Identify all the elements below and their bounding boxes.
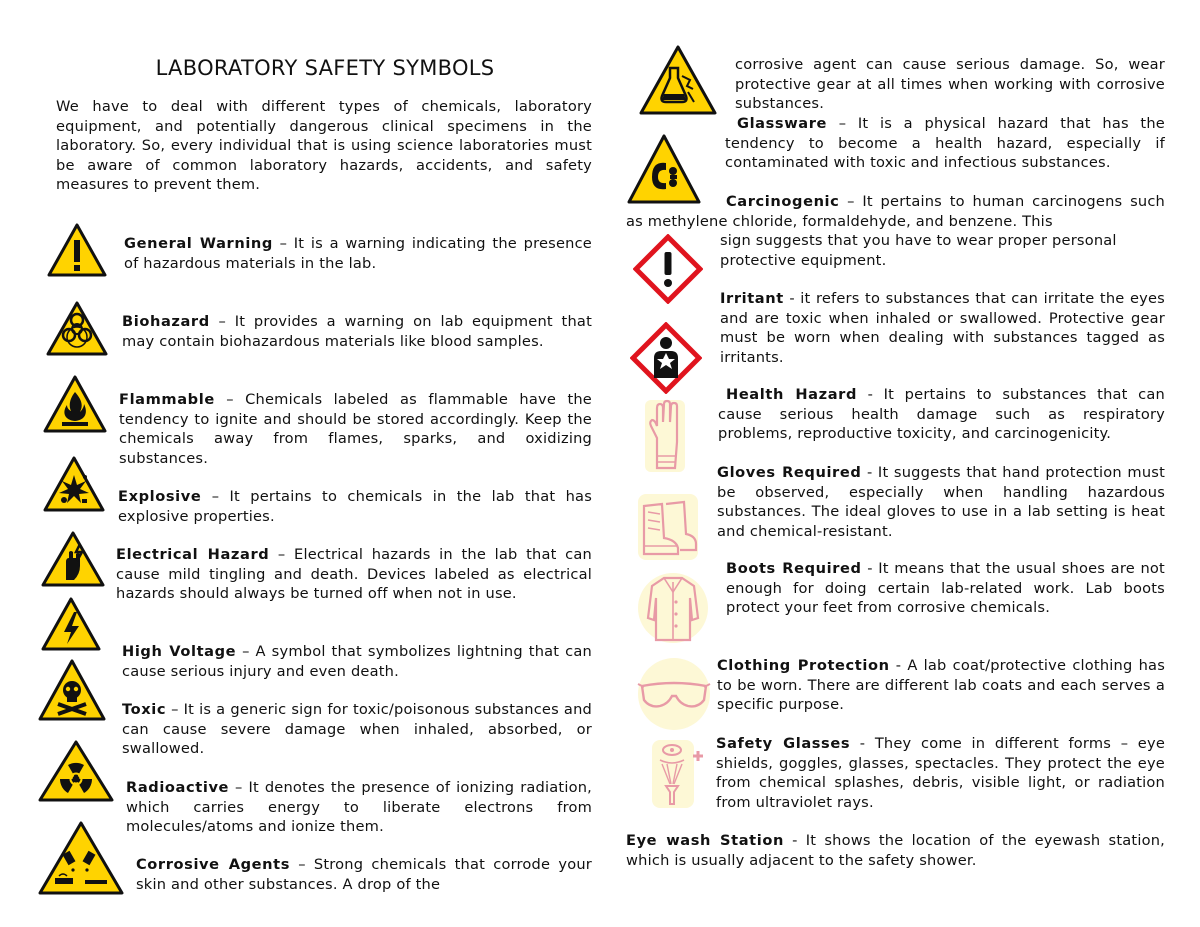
health-hazard-entry bbox=[718, 385, 1165, 444]
flammable-description: – Chemicals labeled as flammable have the tendency to ignite and should be stored accordingly. Keep the chemicals away from flames, sparks, and oxidizing substances. bbox=[119, 391, 592, 467]
carcinogenic-entry-continued: sign suggests that you have to wear proper personal protective equipment. bbox=[720, 232, 1117, 269]
glassware-icon bbox=[638, 44, 718, 116]
toxic-description: – It is a generic sign for toxic/poisonous substances and can cause severe damage when inhaled, absorbed, or swallowed. bbox=[122, 701, 592, 757]
corrosive-icon bbox=[37, 820, 125, 896]
carcinogenic-description-a: – It pertains to human carcinogens such as methylene chloride, formaldehyde, and benzene. This bbox=[626, 193, 1165, 230]
health-hazard-ghs-icon bbox=[630, 322, 702, 394]
explosive-description: – It pertains to chemicals in the lab that has explosive properties. bbox=[118, 488, 592, 525]
explosive-entry bbox=[118, 487, 592, 526]
biohazard-entry bbox=[122, 312, 592, 351]
carcinogenic-name: Carcinogenic bbox=[726, 193, 840, 210]
corrosive-continued-text: corrosive agent can cause serious damage. So, wear protective gear at all times when working with corrosive substances. bbox=[735, 56, 1165, 112]
general-warning-entry bbox=[124, 234, 592, 273]
flammable-icon bbox=[42, 374, 108, 434]
safety-glasses-icon bbox=[634, 654, 714, 734]
high-voltage-entry bbox=[122, 642, 592, 681]
radioactive-description: – It denotes the presence of ionizing radiation, which carries energy to liberate electrons from molecules/atoms and ionize them. bbox=[126, 779, 592, 835]
toxic-entry bbox=[122, 700, 592, 759]
eyewash-icon bbox=[652, 740, 706, 808]
safety-glasses-description: - They come in different forms – eye shields, goggles, glasses, spectacles. They protect the eye from chemical splashes, debris, visible light, or radiation from ultraviolet rays. bbox=[716, 735, 1165, 811]
gloves-required-description: - It suggests that hand protection must be observed, especially when handling hazardous substances. The ideal gloves to use in a lab setting is heat and chemical-resistant. bbox=[717, 464, 1165, 540]
toxic-icon bbox=[37, 658, 107, 722]
safety-glasses-name: Safety Glasses bbox=[716, 735, 851, 752]
gloves-icon bbox=[643, 398, 687, 474]
corrosive-agents-entry bbox=[136, 855, 592, 894]
clothing-protection-entry bbox=[717, 656, 1165, 715]
corrosive-agents-name: Corrosive Agents bbox=[136, 856, 290, 873]
glassware-name: Glassware bbox=[737, 115, 828, 132]
biohazard-description: – It provides a warning on lab equipment that may contain biohazardous materials like blood samples. bbox=[122, 313, 592, 350]
health-hazard-name: Health Hazard bbox=[726, 386, 858, 403]
carcinogenic-entry bbox=[626, 192, 1165, 231]
irritant-description: - it refers to substances that can irritate the eyes and are toxic when inhaled or swallowed. Protective gear must be worn when dealing with substances tagged as irritants. bbox=[720, 290, 1165, 366]
radioactive-entry bbox=[126, 778, 592, 837]
gloves-required-name: Gloves Required bbox=[717, 464, 862, 481]
clothing-protection-name: Clothing Protection bbox=[717, 657, 890, 674]
irritant-entry bbox=[720, 289, 1165, 367]
flammable-entry bbox=[119, 390, 592, 468]
electrical-hazard-entry bbox=[116, 545, 592, 604]
gloves-required-entry bbox=[717, 463, 1165, 541]
biohazard-name: Biohazard bbox=[122, 313, 210, 330]
electrical-hazard-description: – Electrical hazards in the lab that can cause mild tingling and death. Devices labeled as electrical hazards should always be turned off when not in use. bbox=[116, 546, 592, 602]
biohazard-icon bbox=[45, 300, 109, 357]
high-voltage-description: – A symbol that symbolizes lightning that can cause serious injury and even death. bbox=[122, 643, 592, 680]
health-hazard-description: - It pertains to substances that can cause serious health damage such as respiratory problems, reproductive toxicity, and carcinogenicity. bbox=[718, 386, 1165, 442]
electrical-hazard-icon bbox=[40, 530, 106, 588]
boots-required-entry bbox=[726, 559, 1165, 618]
clothing-protection-description: - A lab coat/protective clothing has to be worn. There are different lab coats and each serves a specific purpose. bbox=[717, 657, 1166, 713]
glassware-description: – It is a physical hazard that has the tendency to become a health hazard, especially if contaminated with toxic and infectious substances. bbox=[725, 115, 1165, 171]
electrical-hazard-name: Electrical Hazard bbox=[116, 546, 270, 563]
high-voltage-icon bbox=[40, 596, 102, 652]
glassware-entry bbox=[725, 114, 1165, 173]
eye-wash-station-description: - It shows the location of the eyewash station, which is usually adjacent to the safety shower. bbox=[626, 832, 1165, 869]
toxic-name: Toxic bbox=[122, 701, 167, 718]
general-warning-description: – It is a warning indicating the presence of hazardous materials in the lab. bbox=[124, 235, 592, 272]
boots-icon bbox=[636, 492, 700, 562]
boots-required-description: - It means that the usual shoes are not enough for doing certain lab-related work. Lab boots protect your feet from corrosive chemicals. bbox=[726, 560, 1165, 616]
boots-required-name: Boots Required bbox=[726, 560, 862, 577]
intro-paragraph: We have to deal with different types of chemicals, laboratory equipment, and potentially dangerous clinical specimens in the laboratory. So, every individual that is using science laboratories must be aware of common laboratory hazards, accidents, and safety measures to prevent them. bbox=[56, 98, 592, 193]
radioactive-name: Radioactive bbox=[126, 779, 230, 796]
explosive-name: Explosive bbox=[118, 488, 202, 505]
radioactive-icon bbox=[37, 739, 115, 803]
general-warning-name: General Warning bbox=[124, 235, 273, 252]
lab-coat-icon bbox=[636, 568, 710, 648]
eye-wash-station-entry bbox=[626, 831, 1165, 870]
safety-glasses-entry bbox=[716, 734, 1165, 812]
flammable-name: Flammable bbox=[119, 391, 215, 408]
explosive-icon bbox=[42, 455, 106, 513]
high-voltage-name: High Voltage bbox=[122, 643, 237, 660]
corrosive-agents-description: – Strong chemicals that corrode your skin and other substances. A drop of the bbox=[136, 856, 592, 893]
general-warning-icon bbox=[46, 222, 108, 278]
irritant-name: Irritant bbox=[720, 290, 784, 307]
exclamation-ghs-icon bbox=[633, 234, 703, 304]
page-title: LABORATORY SAFETY SYMBOLS bbox=[155, 56, 495, 80]
eye-wash-station-name: Eye wash Station bbox=[626, 832, 784, 849]
